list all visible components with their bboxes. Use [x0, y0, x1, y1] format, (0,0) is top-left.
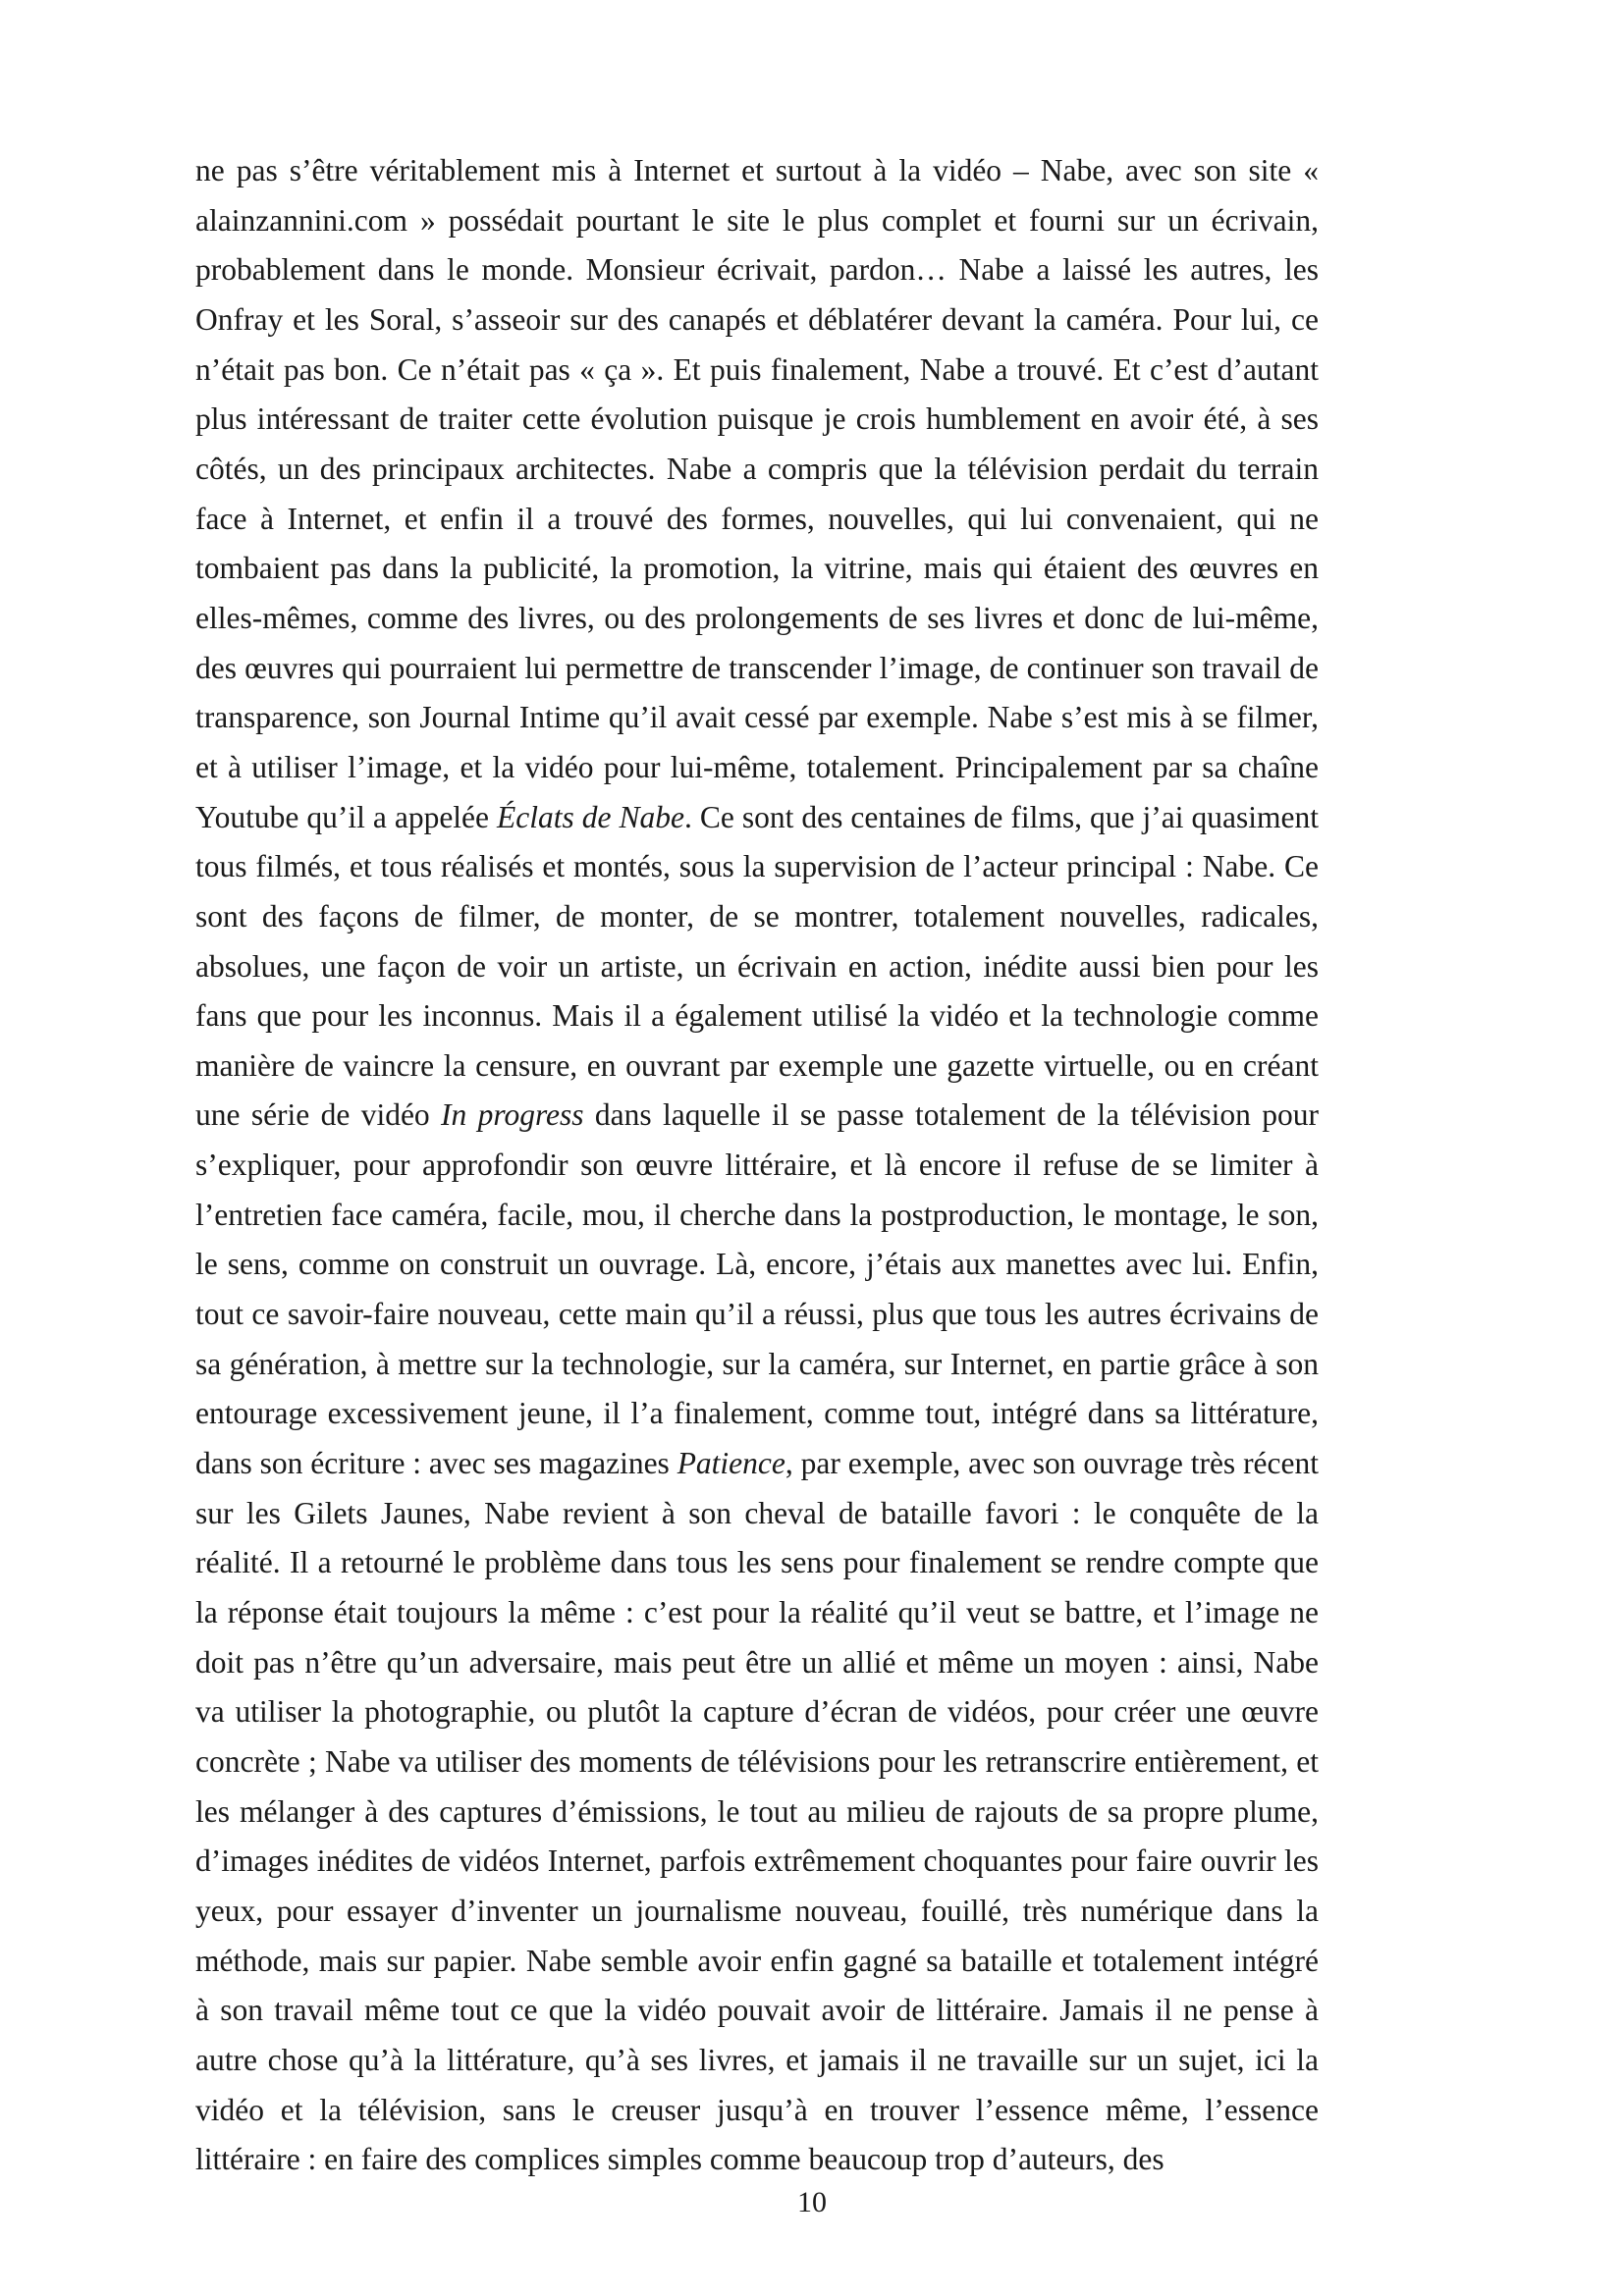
body-paragraph [195, 146, 1319, 2185]
italic-title-eclats-de-nabe: Éclats de Nabe [497, 799, 685, 834]
text-segment: dans laquelle il se passe totalement de la télévision pour s’expliquer, pour approfondir son œuvre littéraire, et là encore il refuse de se limiter à l’entretien face caméra, facile, mou, il cherche dans la postproduction, le montage, le son, le sens, comme on construit un ouvrage. Là, encore, j’étais aux manettes avec lui. Enfin, tout ce savoir-faire nouveau, cette main qu’il a réussi, plus que tous les autres écrivains de sa génération, à mettre sur la technologie, sur la caméra, sur Internet, en partie grâce à son entourage excessivement jeune, il l’a finalement, comme tout, intégré dans sa littérature, dans son écriture : avec ses magazines [195, 1097, 1319, 1481]
text-segment: , par exemple, avec son ouvrage très récent sur les Gilets Jaunes, Nabe revient à son cheval de bataille favori : le conquête de la réalité. Il a retourné le problème dans tous les sens pour finalement se rendre compte que la réponse était toujours la même : c’est pour la réalité qu’il veut se battre, et l’image ne doit pas n’être qu’un adversaire, mais peut être un allié et même un moyen : ainsi, Nabe va utiliser la photographie, ou plutôt la capture d’écran de vidéos, pour créer une œuvre concrète ; Nabe va utiliser des moments de télévisions pour les retranscrire entièrement, et les mélanger à des captures d’émissions, le tout au milieu de rajouts de sa propre plume, d’images inédites de vidéos Internet, parfois extrêmement choquantes pour faire ouvrir les yeux, pour essayer d’inventer un journalisme nouveau, fouillé, très numérique dans la méthode, mais sur papier. Nabe semble avoir enfin gagné sa bataille et totalement intégré à son travail même tout ce que la vidéo pouvait avoir de littéraire. Jamais il ne pense à autre chose qu’à la littérature, qu’à ses livres, et jamais il ne travaille sur un sujet, ici la vidéo et la télévision, sans le creuser jusqu’à en trouver l’essence même, l’essence littéraire : en faire des complices simples comme beaucoup trop d’auteurs, des [195, 1446, 1320, 2177]
text-segment: ne pas s’être véritablement mis à Internet et surtout à la vidéo – Nabe, avec son site « alainzannini.com » possédait pourtant le site le plus complet et fourni sur un écrivain, probablement dans le monde. Monsieur écrivait, pardon… Nabe a laissé les autres, les Onfray et les Soral, s’asseoir sur des canapés et déblatérer devant la caméra. Pour lui, ce n’était pas bon. Ce n’était pas « ça ». Et puis finalement, Nabe a trouvé. Et c’est d’autant plus intéressant de traiter cette évolution puisque je crois humblement en avoir été, à ses côtés, un des principaux architectes. Nabe a compris que la télévision perdait du terrain face à Internet, et enfin il a trouvé des formes, nouvelles, qui lui convenaient, qui ne tombaient pas dans la publicité, la promotion, la vitrine, mais qui étaient des œuvres en elles-mêmes, comme des livres, ou des prolongements de ses livres et donc de lui-même, des œuvres qui pourraient lui permettre de transcender l’image, de continuer son travail de transparence, son Journal Intime qu’il avait cessé par exemple. Nabe s’est mis à se filmer, et à utiliser l’image, et la vidéo pour lui-même, totalement. Principalement par sa chaîne Youtube qu’il a appelée [195, 153, 1319, 834]
italic-title-patience: Patience [677, 1446, 785, 1481]
text-segment: . Ce sont des centaines de films, que j’ai quasiment tous filmés, et tous réalisés et montés, sous la supervision de l’acteur principal : Nabe. Ce sont des façons de filmer, de monter, de se montrer, totalement nouvelles, radicales, absolues, une façon de voir un artiste, un écrivain en action, inédite aussi bien pour les fans que pour les inconnus. Mais il a également utilisé la vidéo et la technologie comme manière de vaincre la censure, en ouvrant par exemple une gazette virtuelle, ou en créant une série de vidéo [195, 799, 1319, 1133]
page-number: 10 [797, 2186, 827, 2218]
italic-title-in-progress: In progress [441, 1097, 584, 1133]
